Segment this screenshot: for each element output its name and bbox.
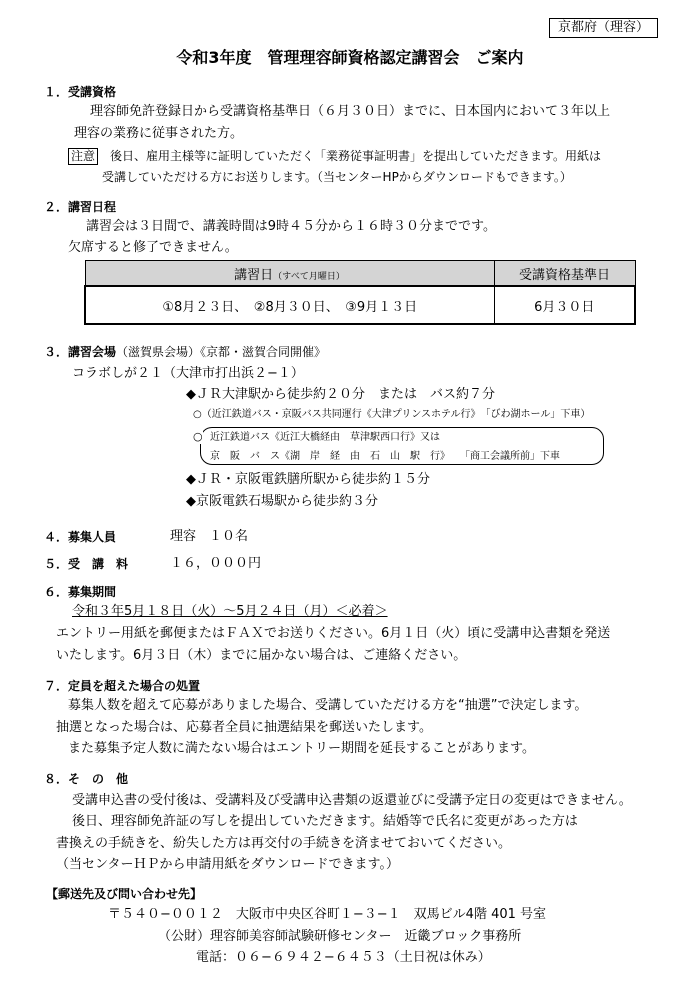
- contact-address: 〒５４０−００１２ 大阪市中央区谷町１−３−１ 双馬ビル4階 401 号室: [108, 907, 547, 922]
- bus-route-2-mark: ○: [193, 430, 203, 443]
- section-3-heading: ３．講習会場（滋賀県会場）《京都・滋賀合同開催》: [44, 345, 327, 359]
- s6-line1: エントリー用紙を郵便またはＦＡＸでお送りください。6月１日（火）頃に受講申込書類を発送: [56, 626, 611, 641]
- capacity-value: 理容 １０名: [170, 529, 249, 544]
- s2-line2: 欠席すると修了できません。: [68, 240, 238, 255]
- bus-route-1: ○（近江鉄道バス・京阪バス共同運行《大津プリンスホテル行》 「びわ湖ホール」下車）: [193, 409, 591, 420]
- section-6-heading: ６．募集期間: [44, 585, 117, 599]
- s7-line3: また募集予定人数に満たない場合はエントリー期間を延長することがあります。: [68, 741, 535, 756]
- recruitment-period: 令和３年5月１８日（火）〜5月２４日（月）＜必着＞: [72, 604, 388, 619]
- fee-value: １６，０００円: [170, 556, 262, 571]
- access-jr-otsu: ◆ＪＲ大津駅から徒歩約２０分 または バス約７分: [186, 387, 495, 402]
- schedule-dates: ①8月２３日、 ②8月３０日、 ③9月１３日: [85, 286, 494, 324]
- section-8-heading: ８．そ の 他: [44, 772, 129, 786]
- bus-route-2: 近江鉄道バス《近江大橋経由 草津駅西口行》又は: [210, 432, 440, 443]
- schedule-base-date: 6月３０日: [494, 286, 635, 324]
- section-1-heading: １．受講資格: [44, 85, 117, 99]
- contact-phone: 電話：０６−６９４２−６４５３（土日祝は休み）: [196, 950, 491, 965]
- region-tag: 京都府（理容）: [549, 18, 658, 38]
- s1-note1: 後日、雇用主様等に証明していただく「業務従事証明書」を提出していただきます。用紙は: [110, 149, 602, 163]
- s7-line2: 抽選となった場合は、応募者全員に抽選結果を郵送いたします。: [56, 720, 432, 735]
- s1-line2: 理容の業務に従事された方。: [74, 126, 244, 141]
- page-title: 令和3年度 管理理容師資格認定講習会 ご案内: [176, 48, 524, 67]
- access-ishiba: ◆京阪電鉄石場駅から徒歩約３分: [186, 494, 378, 509]
- schedule-base-header: 受講資格基準日: [494, 261, 635, 287]
- schedule-table: [84, 260, 636, 325]
- schedule-date-header: 講習日（すべて月曜日）: [85, 261, 494, 287]
- venue-name: コラボしが２１（大津市打出浜２−１）: [72, 366, 304, 381]
- s8-line4: （当センターＨＰから申請用紙をダウンロードできます。）: [56, 857, 399, 872]
- s8-line3: 書換えの手続きを、紛失した方は再交付の手続きを済ませておいてください。: [56, 836, 512, 851]
- section-7-heading: ７．定員を超えた場合の処置: [44, 679, 201, 693]
- contact-organization: （公財）理容師美容師試験研修センター 近畿ブロック事務所: [158, 929, 522, 944]
- s6-line2: いたします。6月３日（木）までに届かない場合は、ご連絡ください。: [56, 648, 467, 663]
- schedule-header-row: [85, 261, 635, 287]
- bus-route-3: 京 阪 バ ス《湖 岸 経 由 石 山 駅 行》 「商工会議所前」下車: [210, 451, 560, 462]
- access-zeze: ◆ＪＲ・京阪電鉄膳所駅から徒歩約１５分: [186, 472, 430, 487]
- section-5-heading: ５．受 講 料: [44, 557, 129, 571]
- s8-line2: 後日、理容師免許証の写しを提出していただきます。結婚等で氏名に変更があった方は: [72, 814, 578, 829]
- schedule-data-row: [85, 286, 635, 324]
- s8-line1: 受講申込書の受付後は、受講料及び受講申込書類の返還並びに受講予定日の変更はできません。: [72, 793, 632, 808]
- section-2-heading: ２．講習日程: [44, 200, 117, 214]
- s7-line1: 募集人数を超えて応募がありました場合、受講していただける方を“抽選”で決定します。: [68, 698, 588, 713]
- s1-line1: 理容師免許登録日から受講資格基準日（６月３０日）までに、日本国内において３年以上: [90, 104, 611, 119]
- s1-note2: 受講していただける方にお送りします。（当センターHPからダウンロードもできます。）: [102, 170, 572, 184]
- section-4-heading: ４．募集人員: [44, 530, 117, 544]
- schedule-date-header-note: （すべて月曜日）: [273, 271, 345, 282]
- s2-line1: 講習会は３日間で、講義時間は9時４５分から１６時３０分までです。: [86, 219, 496, 234]
- note-label: 注意: [68, 148, 98, 165]
- contact-heading: 【郵送先及び問い合わせ先】: [46, 887, 203, 901]
